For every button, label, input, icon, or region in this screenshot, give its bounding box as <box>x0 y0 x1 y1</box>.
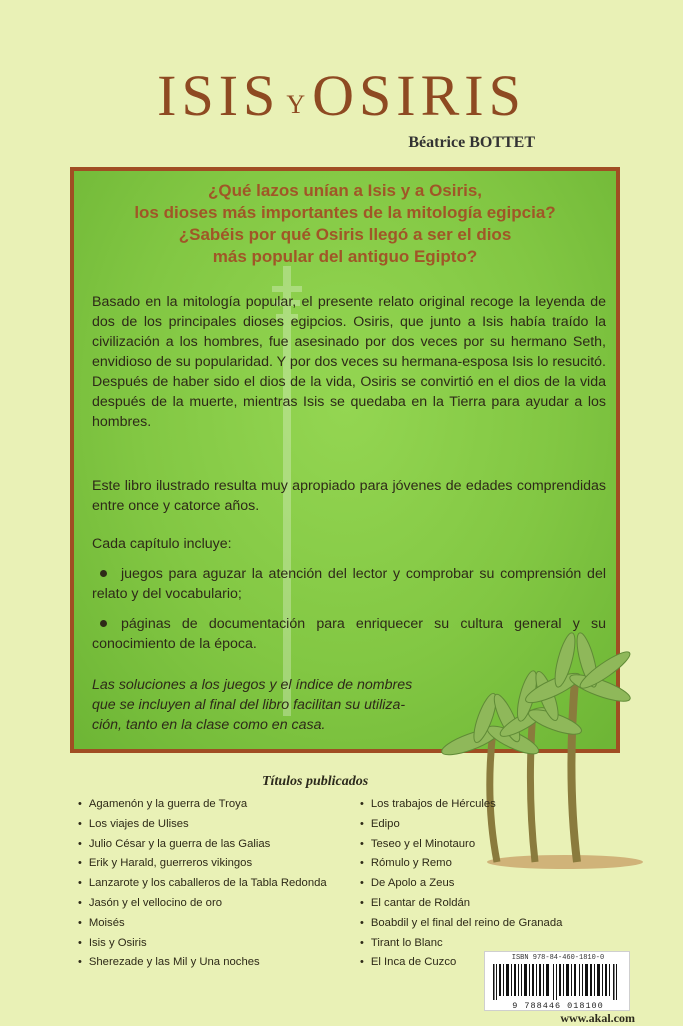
list-item: • De Apolo a Zeus <box>360 874 562 894</box>
list-item: • Agamenón y la guerra de Troya <box>78 795 327 815</box>
includes-intro: Cada capítulo incluye: <box>92 536 232 552</box>
list-item: • Moisés <box>78 914 327 934</box>
published-titles-heading: Títulos publicados <box>262 774 369 789</box>
question-line: ¿Qué lazos unían a Isis y a Osiris, <box>208 181 482 200</box>
barcode <box>484 951 630 1011</box>
list-item: • Isis y Osiris <box>78 934 327 954</box>
title-osiris: OSIRIS <box>312 63 526 128</box>
list-item: • Teseo y el Minotauro <box>360 835 562 855</box>
list-item: • Julio César y la guerra de las Galias <box>78 835 327 855</box>
question-line: los dioses más importantes de la mitología egipcia? <box>134 203 556 222</box>
bullet-item: páginas de documentación para enriquecer su cultura general y su conocimiento de la época. <box>92 616 606 652</box>
closing-paragraph: Las soluciones a los juegos y el índice de nombres que se incluyen al final del libro facilitan su utiliza- ción, tanto en la clase como en casa. <box>92 677 413 733</box>
list-item: • Tirant lo Blanc <box>360 934 562 954</box>
list-item: • El Inca de Cuzco <box>360 953 562 973</box>
list-item: • El cantar de Roldán <box>360 894 562 914</box>
list-item: • Sherezade y las Mil y Una noches <box>78 953 327 973</box>
title-isis: ISIS <box>157 63 281 128</box>
author-name: Béatrice BOTTET <box>408 134 535 151</box>
bullet-dot <box>100 570 107 577</box>
list-item: • Los trabajos de Hércules <box>360 795 562 815</box>
title-conjunction: Y <box>286 90 307 119</box>
list-item: • Jasón y el vellocino de oro <box>78 894 327 914</box>
list-item: • Lanzarote y los caballeros de la Tabla Redonda <box>78 874 327 894</box>
audience-paragraph: Este libro ilustrado resulta muy apropiado para jóvenes de edades comprendidas entre once y catorce años. <box>92 478 606 514</box>
publisher-url[interactable]: www.akal.com <box>560 1011 635 1025</box>
question-block <box>76 180 614 268</box>
question-line: ¿Sabéis por qué Osiris llegó a ser el dios <box>178 225 512 244</box>
isbn-label: ISBN 978-84-460-1810-0 <box>511 954 605 962</box>
barcode-number: 9 788446 018100 <box>512 1001 604 1011</box>
published-titles-left <box>78 795 327 973</box>
list-item: • Edipo <box>360 815 562 835</box>
question-line: más popular del antiguo Egipto? <box>212 247 478 266</box>
published-titles-right <box>360 795 562 973</box>
list-item: • Erik y Harald, guerreros vikingos <box>78 854 327 874</box>
list-item: • Boabdil y el final del reino de Granada <box>360 914 562 934</box>
barcode-bars-icon <box>493 964 623 1000</box>
list-item: • Los viajes de Ulises <box>78 815 327 835</box>
book-title <box>0 62 683 129</box>
list-item: • Rómulo y Remo <box>360 854 562 874</box>
bullet-dot <box>100 620 107 627</box>
synopsis-paragraph: Basado en la mitología popular, el presente relato original recoge la leyenda de dos de los principales dioses egipcios. Osiris, que junto a Isis había traído la civilización a los hombres, fue asesinado por dos veces por su hermano Seth, envidioso de su popularidad. Y por dos veces su hermana-esposa Isis lo resucitó. Después de haber sido el dios de la vida, Osiris se convirtió en el dios de la vida después de la muerte, mientras Isis se quedaba en la Tierra para ayudar a los hombres. <box>92 294 606 430</box>
bullet-item: juegos para aguzar la atención del lector y comprobar su comprensión del relato y del vocabulario; <box>92 566 606 602</box>
